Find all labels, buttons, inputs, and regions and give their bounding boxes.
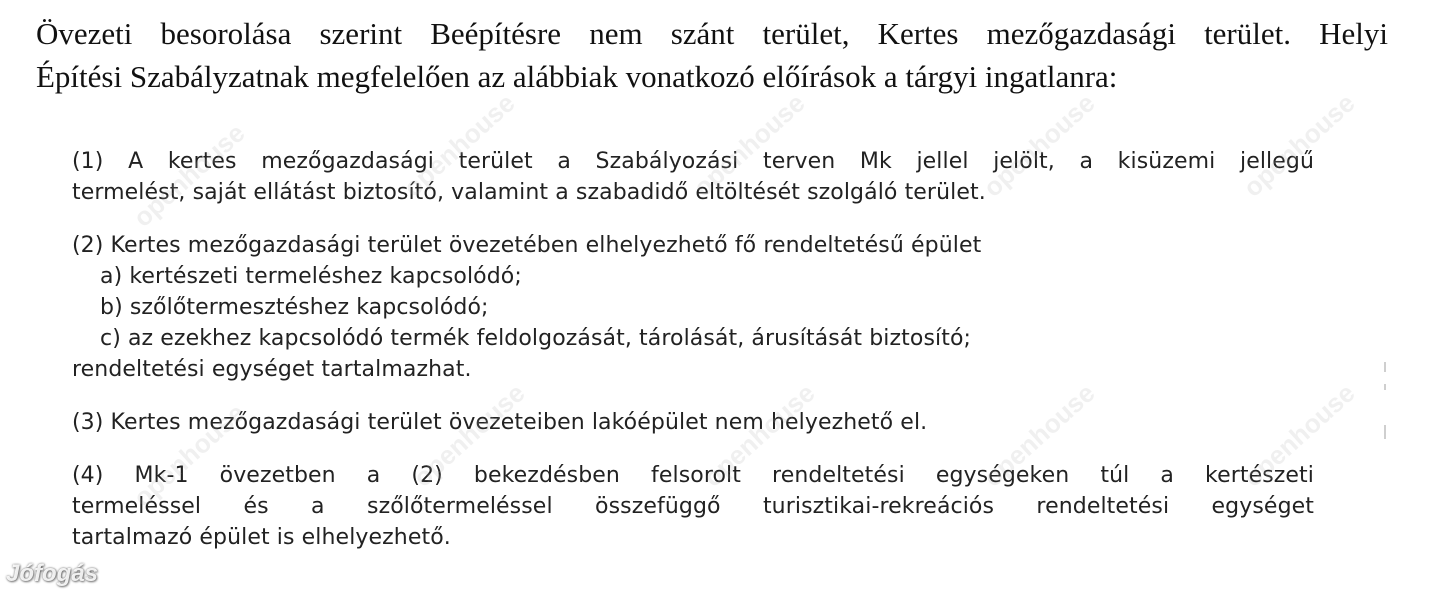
scan-edge-mark	[1384, 384, 1386, 390]
watermark-stamp: openhouse	[1237, 377, 1361, 493]
watermark-stamp: openhouse	[127, 117, 251, 233]
watermark-stamp: openhouse	[977, 87, 1101, 203]
regulation-excerpt	[72, 146, 1314, 575]
list-item-a: a) kertészeti termeléshez kapcsolódó;	[100, 264, 522, 289]
watermark-stamp: openhouse	[687, 87, 811, 203]
list-item-c: c) az ezekhez kapcsolódó termék feldolgozását, tárolását, árusítását biztosító;	[100, 326, 972, 351]
regulation-paragraph-2	[72, 230, 1314, 385]
watermark-stamp: openhouse	[397, 87, 521, 203]
regulation-paragraph-4	[72, 460, 1314, 553]
watermark-stamp: openhouse	[127, 397, 251, 513]
paragraph-3-line-1: (3) Kertes mezőgazdasági terület övezeteiben lakóépület nem helyezhető el.	[72, 410, 928, 435]
paragraph-4-line-2: termeléssel és a szőlőtermeléssel összefüggő turisztikai-rekreációs rendeltetési egységet	[72, 494, 1314, 519]
paragraph-2-closing: rendeltetési egységet tartalmazhat.	[72, 357, 472, 382]
paragraph-2-line-1: (2) Kertes mezőgazdasági terület övezetében elhelyezhető fő rendeltetésű épület	[72, 233, 982, 258]
paragraph-1-line-2: termelést, saját ellátást biztosító, valamint a szabadidő eltöltését szolgáló terület.	[72, 180, 986, 205]
intro-line-2: Építési Szabályzatnak megfelelően az alábbiak vonatkozó előírások a tárgyi ingatlanra:	[36, 59, 1118, 94]
list-item-b: b) szőlőtermesztéshez kapcsolódó;	[100, 295, 489, 320]
intro-line-1: Övezeti besorolása szerint Beépítésre nem szánt terület, Kertes mezőgazdasági terület. Helyi	[36, 16, 1388, 51]
paragraph-1-line-1: (1) A kertes mezőgazdasági terület a Szabályozási terven Mk jellel jelölt, a kisüzemi jellegű	[72, 149, 1314, 174]
intro-paragraph	[36, 12, 1388, 98]
scan-edge-mark	[1384, 362, 1386, 372]
regulation-paragraph-1	[72, 146, 1314, 208]
watermark-stamp: openhouse	[697, 377, 821, 493]
watermark-stamp: openhouse	[977, 377, 1101, 493]
site-logo: Jófogás	[6, 560, 99, 587]
watermark-stamp: openhouse	[1237, 87, 1361, 203]
scan-edge-mark	[1384, 425, 1386, 439]
paragraph-4-line-1: (4) Mk-1 övezetben a (2) bekezdésben felsorolt rendeltetési egységeken túl a kertészeti	[72, 463, 1314, 488]
paragraph-4-line-3: tartalmazó épület is elhelyezhető.	[72, 525, 451, 550]
regulation-paragraph-3	[72, 407, 1314, 438]
watermark-stamp: openhouse	[407, 377, 531, 493]
